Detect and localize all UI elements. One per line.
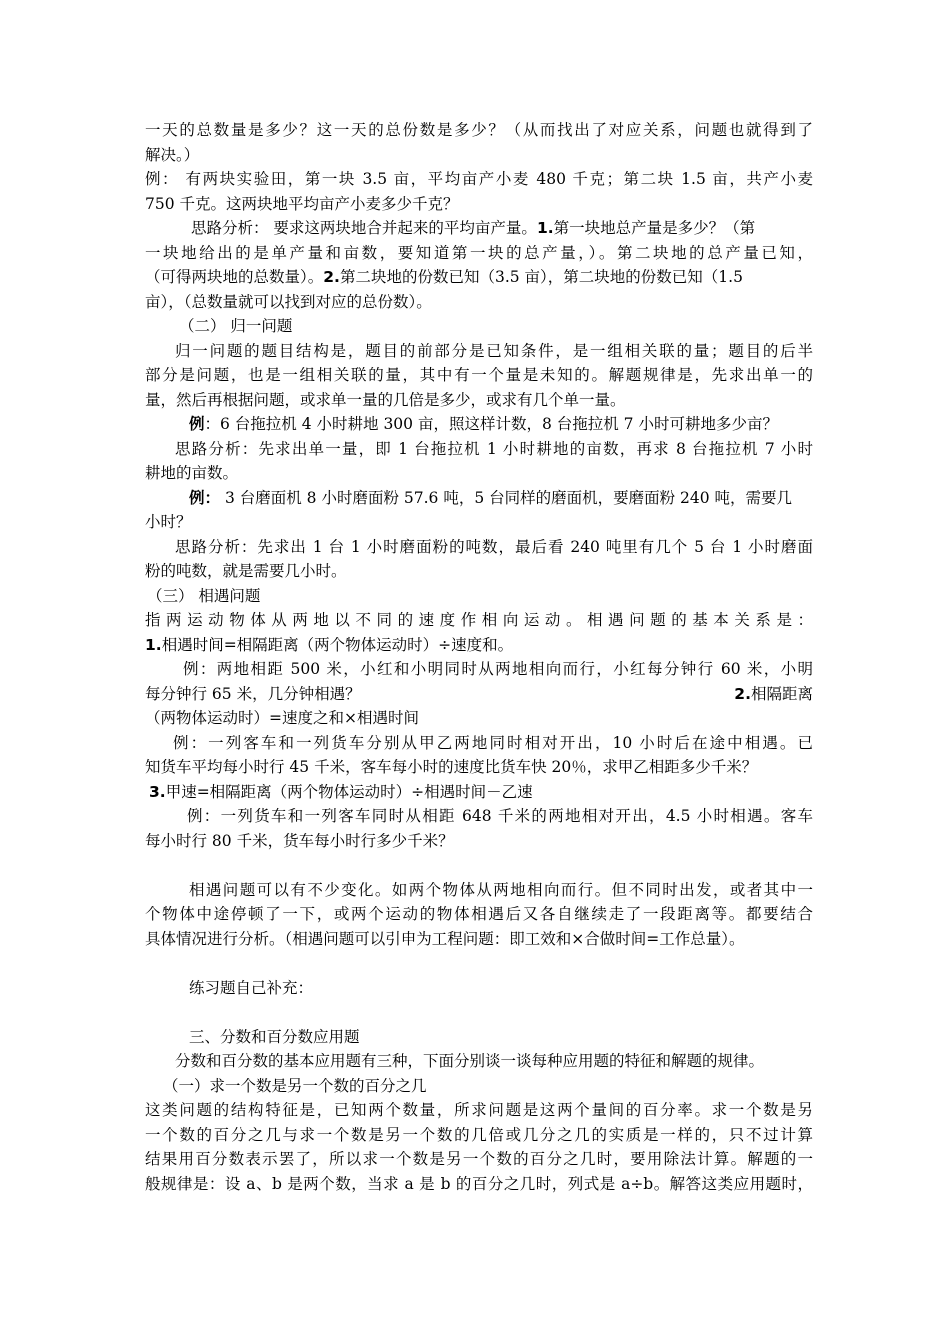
formula-line — [145, 780, 813, 805]
text-run: 3 台磨面机 8 小时磨面粉 57.6 吨，5 台同样的磨面机，要磨面粉 240 吨，需要几 — [220, 488, 793, 507]
paragraph-line: 这类问题的结构特征是，已知两个数量，所求问题是这两个量间的百分率。求一个数是另 — [145, 1101, 813, 1119]
text-line: 每小时行 80 千米，货车每小时行多少千米？ — [145, 831, 454, 850]
text-run: 第二块地的份数已知（3.5 亩），第二块地的份数已知（1.5 — [339, 268, 743, 286]
text-line: 一天的总数量是多少？这一天的总份数是多少？（从而找出了对应关系，问题也就得到了 — [145, 121, 813, 139]
text-line: 一块地给出的是单产量和亩数，要知道第一块的总产量，）。第二块地的总产量已知， — [145, 243, 813, 262]
example-line — [145, 412, 813, 437]
paragraph-line: 一个数的百分之几与求一个数是另一个数的几倍或几分之几的实质是一样的，只不过计算 — [145, 1125, 813, 1144]
formula-line — [145, 633, 813, 658]
list-number: 3. — [149, 782, 166, 801]
paragraph-line: 般规律是：设 a、b 是两个数，当求 a 是 b 的百分之几时，列式是 a÷b。解答这类应用题时， — [145, 1174, 813, 1193]
example-label: 例： — [189, 488, 221, 507]
text-run: ：6 台拖拉机 4 小时耕地 300 亩，照这样计数，8 台拖拉机 7 小时可耕地多少亩？ — [204, 415, 778, 433]
paragraph-line: 归一问题的题目结构是，题目的前部分是已知条件，是一组相关联的量；题目的后半 — [175, 341, 813, 360]
analysis-line: 思路分析：先求出单一量，即 1 台拖拉机 1 小时耕地的亩数，再求 8 台拖拉机 7 小时 — [175, 439, 813, 458]
text-line: 亩），（总数量就可以找到对应的总份数）。 — [145, 292, 432, 311]
example-line: 例：一列货车和一列客车同时从相距 648 千米的两地相对开出，4.5 小时相遇。客车 — [187, 807, 813, 825]
example-line: 例： 有两块实验田，第一块 3.5 亩，平均亩产小麦 480 千克；第二块 1.5 亩，共产小麦 — [145, 170, 813, 188]
paragraph-line: 个物体中途停顿了一下，或两个运动的物体相遇后又各自继续走了一段距离等。都要结合 — [145, 905, 813, 923]
paragraph-line: 分数和百分数的基本应用题有三种，下面分别谈一谈每种应用题的特征和解题的规律。 — [175, 1052, 765, 1070]
text-run: 相遇时间=相隔距离（两个物体运动时）÷速度和。 — [161, 635, 514, 654]
paragraph-line: 具体情况进行分析。（相遇问题可以引申为工程问题：即工效和×合做时间=工作总量）。 — [145, 929, 745, 948]
blank-line — [145, 951, 813, 976]
list-number: 1. — [145, 635, 162, 654]
section-heading: （三） 相遇问题 — [147, 586, 261, 605]
paragraph-line: 量，然后再根据问题，或求单一量的几倍是多少，或求有几个单一量。 — [145, 390, 626, 409]
blank-line — [145, 853, 813, 878]
analysis-line — [145, 216, 813, 241]
chapter-heading: 三、分数和百分数应用题 — [189, 1027, 360, 1046]
paragraph-line: 相遇问题可以有不少变化。如两个物体从两地相向而行。但不同时出发，或者其中一 — [189, 880, 813, 899]
list-number: 2. — [323, 268, 340, 286]
text-run: 相隔距离 — [750, 684, 813, 703]
text-line: 解决。） — [145, 145, 200, 164]
paragraph-line: 指两运动物体从两地以不同的速度作相向运动。相遇问题的基本关系是： — [145, 611, 813, 629]
text-line: 粉的吨数，就是需要几小时。 — [145, 562, 347, 580]
text-run: 思路分析： 要求这两块地合并起来的平均亩产量。 — [191, 219, 537, 237]
formula-line: （两物体运动时）=速度之和×相遇时间 — [145, 709, 419, 727]
example-label: 例 — [189, 415, 205, 433]
list-number: 2. — [734, 684, 751, 703]
text-line: 练习题自己补充： — [189, 978, 314, 997]
formula-line — [145, 682, 813, 707]
list-number: 1. — [536, 219, 554, 237]
text-run: 第一块地总产量是多少？（第 — [553, 219, 756, 237]
text-run: （可得两块地的总数量）。 — [145, 268, 324, 286]
paragraph-line: 部分是问题，也是一组相关联的量，其中有一个量是未知的。解题规律是，先求出单一的 — [145, 366, 813, 384]
text-run: 每分钟行 65 米，几分钟相遇？ — [145, 684, 361, 703]
text-line: 耕地的亩数。 — [145, 464, 239, 482]
analysis-line: 思路分析：先求出 1 台 1 小时磨面粉的吨数，最后看 240 吨里有几个 5 台 1 小时磨面 — [175, 537, 813, 556]
text-run — [734, 682, 813, 707]
example-line: 例：两地相距 500 米，小红和小明同时从两地相向而行，小红每分钟行 60 米，小明 — [183, 660, 813, 678]
document-page — [145, 118, 813, 1196]
text-line — [145, 265, 813, 290]
section-heading: （二） 归一问题 — [179, 317, 293, 335]
text-line: 750 千克。这两块地平均亩产小麦多少千克？ — [145, 194, 459, 213]
example-line — [145, 486, 813, 511]
example-line: 例：一列客车和一列货车分别从甲乙两地同时相对开出，10 小时后在途中相遇。已 — [173, 733, 813, 752]
paragraph-line: 结果用百分数表示罢了，所以求一个数是另一个数的百分之几时，要用除法计算。解题的一 — [145, 1150, 813, 1168]
section-heading: （一）求一个数是另一个数的百分之几 — [163, 1076, 427, 1095]
text-line: 知货车平均每小时行 45 千米，客车每小时的速度比货车快 20％，求甲乙相距多少千米？ — [145, 758, 758, 776]
text-line: 小时？ — [145, 513, 192, 531]
blank-line — [145, 1000, 813, 1025]
text-run: 甲速=相隔距离（两个物体运动时）÷相遇时间－乙速 — [165, 782, 533, 801]
